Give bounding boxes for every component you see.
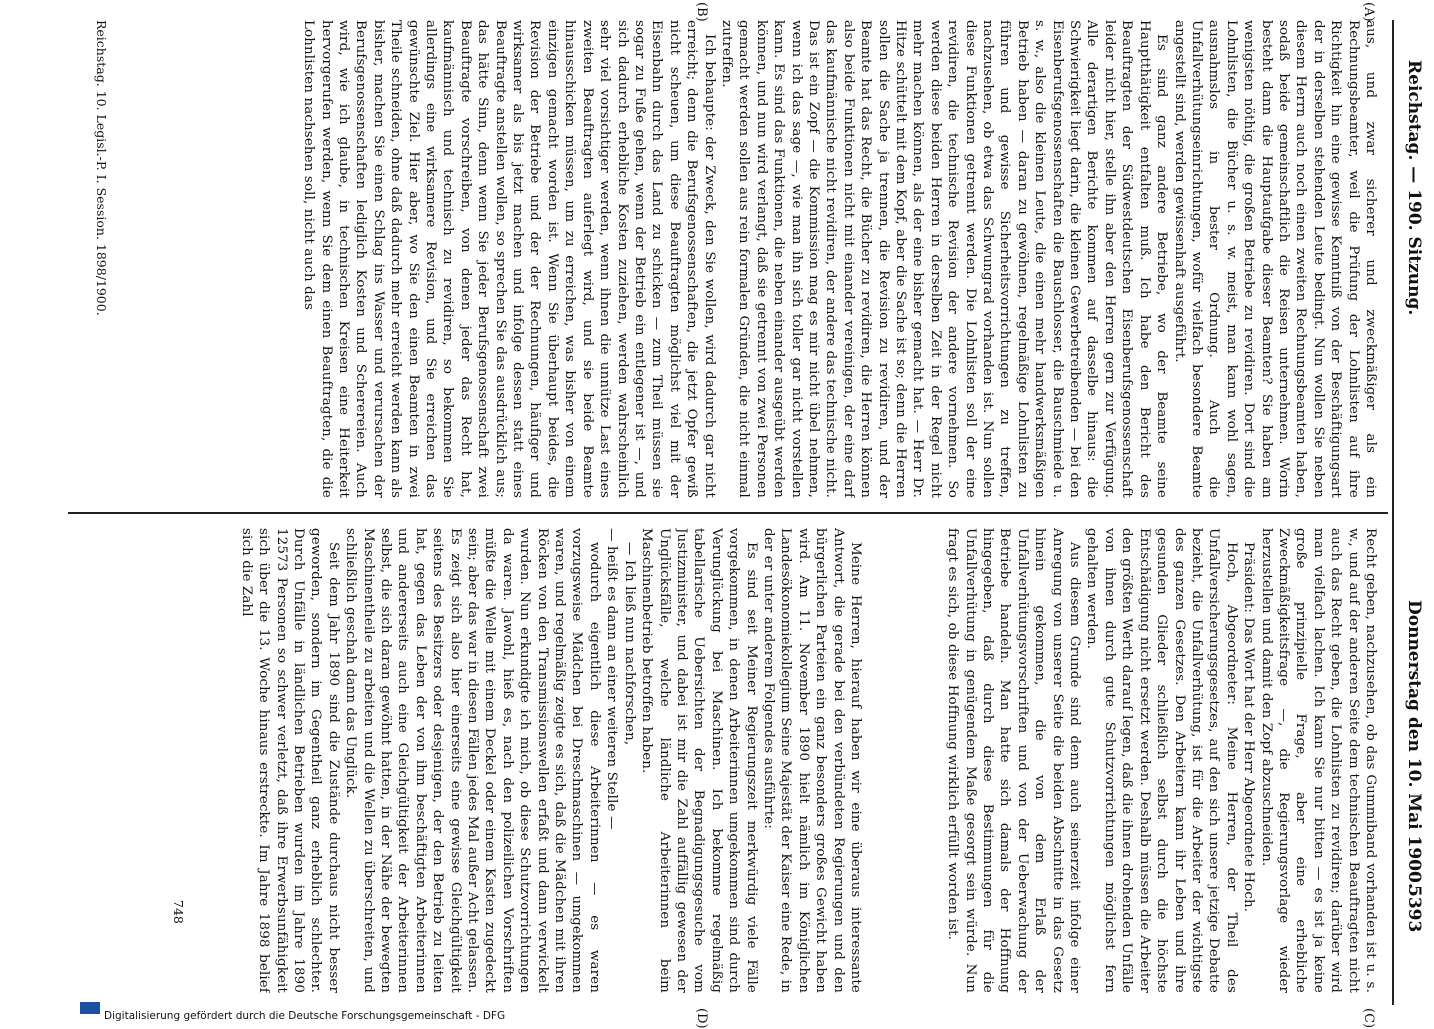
right-column-bottom bbox=[124, 528, 864, 993]
left-column bbox=[124, 20, 1379, 498]
quote: wodurch eigentlich diese Arbeiterinnen — es waren vorzugsweise Mädchen bei Dreschmaschinen — umgekommen waren, und regelmäßig zeigte es sich, daß die Mädchen mit ihren Röcken von den Transmissionswellen erfaßt und dann verwickelt wurden. Nun erkundigte ich mich, ob diese Schutzvorrichtungen da waren. Jawohl, hieß es, nach den polizeilichen Vorschriften müßte die Welle mit einem Deckel oder einem Kasten zugedeckt sein; aber das war in diesen Fällen jedes Mal außer Acht gelassen. Es zeigt sich also hier einerseits eine gewisse Gleichgültigkeit seitens des Besitzers oder desjenigen, der den Betrieb zu leiten hat, gegen das Leben der von ihm beschäftigten Arbeiterinnen und andererseits auch eine Gleichgültigkeit der Arbeiterinnen selbst, die sich daran gewöhnt hatten, in der Nähe der bewegten Maschinentheile zu arbeiten und die Wellen zu überschreiten, und schließlich geschah dann das Unglück. bbox=[343, 528, 602, 993]
margin-letter-d: (D) bbox=[694, 1008, 709, 1029]
speaker-line: Präsident: Das Wort hat der Herr Abgeordnete Hoch. bbox=[1241, 542, 1257, 913]
header-session: Reichstag. — 190. Sitzung. bbox=[1404, 60, 1424, 316]
interjection: — heißt es dann an einer weiteren Stelle — bbox=[604, 528, 620, 830]
digitization-note: Digitalisierung gefördert durch die Deutsche Forschungsgemeinschaft - DFG bbox=[104, 1010, 506, 1022]
paragraph: Seit dem Jahr 1890 sind die Zustände durchaus nicht besser geworden, sondern im Gegentheil ganz erheblich schlechter. Durch Unfälle in ländlichen Betrieben wurden im Jahre 1890 12573 Personen so schwer verletzt, daß ihre Erwerbsunfähigkeit sich über die 13. Woche hinaus erstreckte. Im Jahre 1898 belief sich die Zahl bbox=[238, 528, 341, 993]
footer-session-info: Reichstag. 10. Legisl.-P. I. Session. 1898/1900. bbox=[94, 20, 109, 316]
header-date: Donnerstag den 10. Mai 1900. bbox=[1404, 600, 1424, 889]
paragraph: Hoch, Abgeordneter: Meine Herren, der Theil des Unfallversicherungsgesetzes, auf den sich unsere jetzige Debatte bezieht, die Unfallverhütung, ist für die Arbeiter der wichtigste des ganzen Gesetzes. Den Arbeitern kann ihr Leben und ihre gesunden Glieder schließlich selbst durch die höchste Entschädigung nicht ersetzt werden. Deshalb müssen die Arbeiter den größten Werth darauf legen, daß die ihnen drohenden Unfälle von ihnen durch gute Schutzvorrichtungen möglichst fern gehalten werden. bbox=[1084, 528, 1239, 993]
right-column-top bbox=[921, 528, 1379, 993]
paragraph: Ich behaupte: der Zweck, den Sie wollen, wird dadurch gar nicht erreicht; denn die Berufsgenossenschaften, die jetzt Opfer gewiß nicht scheuen, um diese Beauftragten möglichst viel mit der Eisenbahn durch das Land zu schicken — zum Theil müssen sie sogar zu Fuße gehen, wenn der Betrieb ein entlegener ist —, und sich dadurch erhebliche Kosten zuziehen, werden wahrscheinlich sehr viel vorsichtiger werden, wenn ihnen die unnütze Last eines zweiten Beauftragten auferlegt wird, und sie beide Beamte hinausschicken müssen, um zu erreichen, was bisher von einem einzigen gemacht worden ist. Wenn Sie überhaupt beides, die Revision der Betriebe und der der Rechnungen, häufiger und wirksamer als bis jetzt machen und infolge dessen statt eines Beauftragte anstellen wollen, so sprechen Sie das ausdrücklich aus; das hätte Sinn, denn wenn Sie jeder Berufsgenossenschaft zwei Beauftragte vorschreiben, von denen jeder das Recht hat, kaufmännisch und technisch zu revidiren, so bekommen Sie allerdings eine wirksamere Revision, und Sie erreichen das gewünschte Ziel. Hier aber, wo Sie den einen Beamten in zwei Theile schneiden, ohne daß dadurch mehr erreicht werden kann als bisher, machen Sie einen Schlag ins Wasser und verursachen der Berufsgenossenschaften lediglich Kosten und Scherereien. Auch wird, wie ich glaube, in technischen Kreisen eine Heiterkeit hervorgerufen werden, wenn Sie dem einen Beauftragten, die die Lohnlisten nachsehen soll, nicht auch das bbox=[301, 20, 717, 498]
header-rule bbox=[1392, 20, 1394, 1005]
paragraph: Meine Herren, hierauf haben wir eine überaus interessante Antwort, die gerade bei den verbündeten Regierungen und den bürgerlichen Parteien ein ganz besonders großes Gewicht haben wird. Am 11. November 1890 hielt nämlich im Königlichen Landesökonomiekollegium Seine Majestät der Kaiser eine Rede, in der er unter anderem Folgendes ausführte: bbox=[760, 528, 863, 993]
page-number: 5393 bbox=[1404, 885, 1424, 933]
paragraph: Es sind ganz andere Betriebe, wo der Beamte seine Hauptthätigkeit entfalten muß. Ich habe den Bericht des Beauftragten der Südwestdeutschen Eisenberufsgenossenschaft leider nicht hier, stelle ihn aber den Herren gern zur Verfügung. Alle derartigen Berichte kommen auf dasselbe hinaus: die Schwierigkeit liegt darin, die kleinen Gewerbetreibenden — bei den Eisenberufsgenossenschaften die Bauschlosser, die Bauschmiede u. s. w., also die kleinen Leute, die einen mehr handwerksmäßigen Betrieb haben — daran zu gewöhnen, regelmäßige Lohnlisten zu führen und gewisse Sicherheitsvorrichtungen zu treffen, nachzusehen, ob etwa das Schwungrad vorhanden ist. Nun sollen diese Funktionen getrennt werden. Die Lohnlisten soll der eine revidiren, die technische Revision der andere vornehmen. So werden diese beiden Herren in derselben Zeit in der Regel nicht mehr machen können, als der eine bisher gemacht hat. — Herr Dr. Hitze schüttelt mit dem Kopf, aber die Sache ist so; denn die Herren sollen die Sache ja trennen, die Revision zu revidiren, und der Beamte hat das Recht, die Bücher zu revidiren, die Herren können also beide Funktionen nicht mit einander vereinigen, der eine darf das kaufmännische nicht revidiren, der andere das technische nicht. Das ist ein Zopf — die Kommission mag es mir nicht übel nehmen, wenn ich das sage —, wie man ihn sich toller gar nicht vorstellen kann. Es sind das Funktionen, die neben einander ausgeübt werden können, und nun wird verlangt, daß sie getrennt von zwei Personen gemacht werden sollen aus rein formalen Gründen, die nicht einmal zutreffen. bbox=[718, 20, 1170, 498]
margin-letter-b: (B) bbox=[694, 2, 709, 22]
column-divider bbox=[68, 512, 1388, 514]
paragraph: aus, und zwar sicherer und zweckmäßiger als ein Rechnungsbeamter, weil die Prüfung der Lohnlisten auf ihre Richtigkeit hin eine gewisse Kenntniß von der Beschäftigungsart der in derselben stehenden Leute bedingt. Nun wollen Sie neben diesem Herrn auch noch einen zweiten Rechnungsbeamten haben, sodaß beide gemeinschaftlich die Reisen unternehmen. Worin besteht dann die Hauptaufgabe dieser Beamten? Sie haben am wenigsten nöthig, die großen Betriebe zu revidiren. Dort sind die Lohnlisten, die Bücher u. s. w. meist, man kann wohl sagen, ausnahmslos in bester Ordnung. Auch die Unfallverhütungseinrichtungen, wofür vielfach besondere Beamte angestellt sind, werden gewissenhaft ausgeführt. bbox=[1171, 20, 1378, 498]
quote: — Ich ließ nun nachforschen, bbox=[621, 542, 637, 746]
dfg-logo-icon bbox=[80, 1002, 100, 1014]
paragraph: Aus diesem Grunde sind denn auch seinerzeit infolge einer Anregung von unserer Seite die beiden Abschnitte in das Gesetz hinein gekommen, die von dem Erlaß der Unfallverhütungsvorschriften und von der Ueberwachung der Betriebe handeln. Man hatte sich damals der Hoffnung hingegeben, daß durch diese Bestimmungen für die Unfallverhütung in genügendem Maße gesorgt sein würde. Nun fragt es sich, ob diese Hoffnung wirklich erfüllt worden ist. bbox=[945, 528, 1083, 993]
margin-letter-a: (A) bbox=[1361, 2, 1376, 22]
margin-letter-c: (C) bbox=[1361, 1008, 1376, 1029]
quote: Es sind seit Meiner Regierungszeit merkwürdig viele Fälle vorgekommen, in denen Arbeiterinnen umgekommen sind durch Verunglückung bei Maschinen. Ich bekomme regelmäßig tabellarische Uebersichten der Begnadigungsgesuche vom Justizminister, und dabei ist mir die Zahl auffällig gewesen der Unglücksfälle, welche ländliche Arbeiterinnen beim Maschinenbetrieb betroffen haben. bbox=[639, 528, 759, 993]
sheet-number: 748 bbox=[171, 900, 186, 924]
paragraph: Recht geben, nachzusehen, ob das Gummiband vorhanden ist u. s. w., und auf der anderen Seite dem technischen Beauftragten nicht auch das Recht geben, die Lohnlisten zu revidiren; darüber wird man vielfach lachen. Ich kann Sie nur bitten — es ist ja keine große prinzipielle Frage, aber eine erhebliche Zweckmäßigkeitsfrage —, die Regierungsvorlage wieder herzustellen und damit den Zopf abzuschneiden. bbox=[1258, 528, 1378, 993]
